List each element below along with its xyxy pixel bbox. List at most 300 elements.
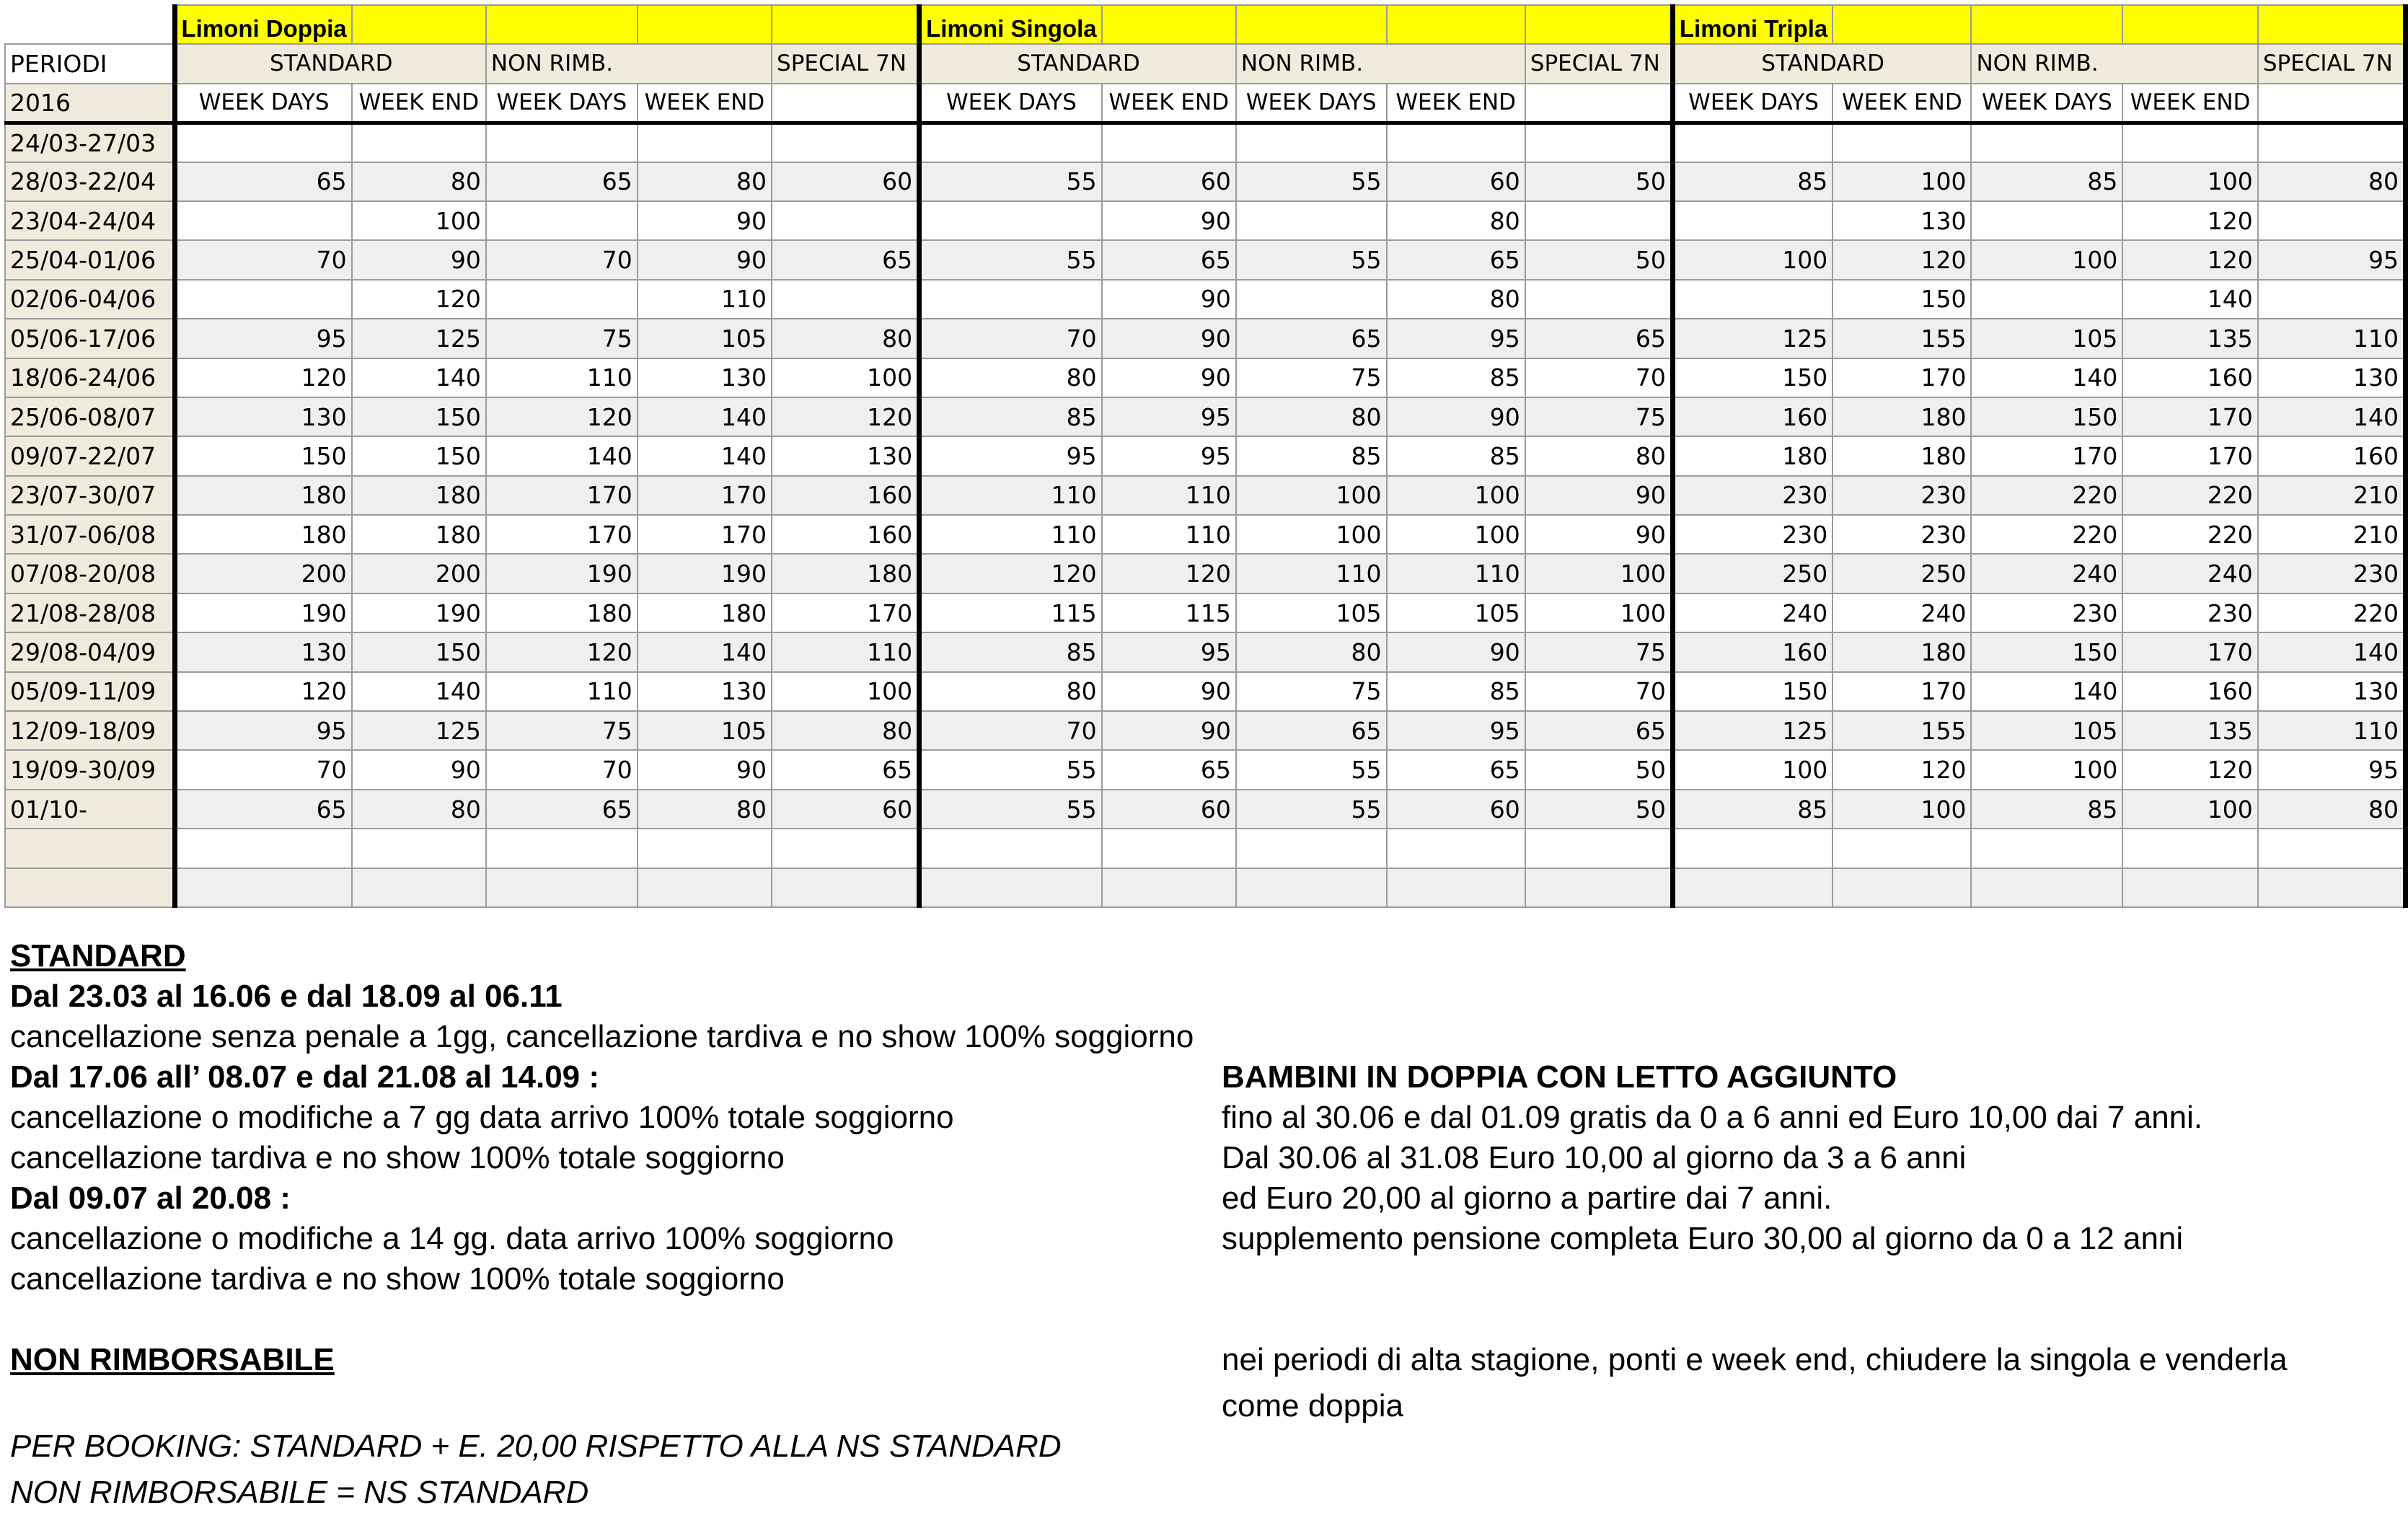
children-title: BAMBINI IN DOPPIA CON LETTO AGGIUNTO [1222, 1059, 1897, 1095]
rate-cell: 220 [2122, 515, 2257, 554]
rate-cell: 95 [1387, 711, 1525, 750]
rate-cell: 120 [486, 632, 638, 671]
rate-cell: 100 [1387, 476, 1525, 515]
rate-cell: 70 [919, 319, 1102, 358]
period-cell: 19/09-30/09 [5, 750, 175, 789]
rate-cell: 85 [1387, 358, 1525, 397]
rate-cell: 190 [175, 593, 352, 632]
rate-cell [1525, 868, 1673, 907]
rate-cell: 120 [2122, 750, 2257, 789]
rate-cell: 100 [2122, 790, 2257, 829]
rate-cell: 240 [2122, 554, 2257, 593]
rate-cell [1525, 123, 1673, 162]
rate-cell: 150 [175, 436, 352, 475]
rate-cell: 140 [486, 436, 638, 475]
rate-cell: 155 [1833, 711, 1971, 750]
rate-cell [486, 123, 638, 162]
day-type-weekend: WEEK END [1102, 84, 1236, 123]
rate-cell: 110 [2258, 319, 2406, 358]
rate-cell [1971, 829, 2122, 868]
rate-cell: 230 [2258, 554, 2406, 593]
rate-cell: 110 [1102, 515, 1236, 554]
day-type-weekend: WEEK END [1833, 84, 1971, 123]
rate-cell: 120 [1833, 240, 1971, 279]
rate-cell: 65 [1387, 240, 1525, 279]
day-type-weekdays: WEEK DAYS [1971, 84, 2122, 123]
rate-cell: 55 [919, 240, 1102, 279]
rate-cell: 230 [1833, 476, 1971, 515]
rate-cell: 50 [1525, 240, 1673, 279]
rate-cell: 55 [1236, 162, 1387, 201]
rate-cell: 180 [486, 593, 638, 632]
rate-cell: 220 [2258, 593, 2406, 632]
rate-cell [175, 123, 352, 162]
rate-cell [1102, 868, 1236, 907]
rate-cell: 160 [2122, 672, 2257, 711]
rate-cell: 150 [1971, 397, 2122, 436]
rate-cell: 105 [638, 711, 772, 750]
rate-cell: 90 [1387, 632, 1525, 671]
rate-cell [919, 868, 1102, 907]
rate-cell: 130 [2258, 672, 2406, 711]
table-row [5, 476, 2406, 515]
standard-period-1-text: cancellazione senza penale a 1gg, cancellazione tardiva e no show 100% soggiorno [10, 1019, 1194, 1054]
rate-cell: 140 [2258, 632, 2406, 671]
rate-cell: 55 [919, 162, 1102, 201]
rate-cell: 130 [772, 436, 919, 475]
rate-cell: 65 [175, 162, 352, 201]
rate-cell [1971, 280, 2122, 319]
rate-cell: 85 [1236, 436, 1387, 475]
rate-cell: 150 [1833, 280, 1971, 319]
periods-header: PERIODI [5, 44, 175, 83]
rate-type-standard: STANDARD [175, 44, 486, 83]
rate-cell: 85 [919, 632, 1102, 671]
table-row [5, 632, 2406, 671]
rate-cell [772, 123, 919, 162]
table-row [5, 672, 2406, 711]
booking-line-1: PER BOOKING: STANDARD + E. 20,00 RISPETTO ALLA NS STANDARD [10, 1429, 1062, 1464]
rate-cell: 80 [2258, 162, 2406, 201]
rate-cell: 80 [1236, 632, 1387, 671]
rate-cell: 180 [175, 476, 352, 515]
notes-right [1222, 1057, 2287, 1426]
rate-cell: 75 [1236, 672, 1387, 711]
table-row [5, 436, 2406, 475]
rate-cell: 65 [1387, 750, 1525, 789]
rate-cell: 160 [1672, 397, 1833, 436]
day-type-weekend: WEEK END [2122, 84, 2257, 123]
rate-cell: 90 [1102, 319, 1236, 358]
table-row [5, 515, 2406, 554]
rate-cell: 105 [1971, 711, 2122, 750]
period-cell: 28/03-22/04 [5, 162, 175, 201]
rate-cell: 170 [638, 476, 772, 515]
rate-cell: 170 [2122, 632, 2257, 671]
day-type-weekdays: WEEK DAYS [919, 84, 1102, 123]
rate-cell: 150 [352, 397, 486, 436]
rate-cell: 95 [175, 711, 352, 750]
rate-cell [638, 829, 772, 868]
rate-cell: 110 [638, 280, 772, 319]
rate-cell: 160 [772, 476, 919, 515]
period-cell: 21/08-28/08 [5, 593, 175, 632]
rate-cell [2258, 829, 2406, 868]
rate-cell: 120 [1833, 750, 1971, 789]
rate-cell: 180 [1833, 397, 1971, 436]
rate-cell: 160 [1672, 632, 1833, 671]
rate-cell: 180 [772, 554, 919, 593]
rate-cell: 65 [1236, 319, 1387, 358]
rate-cell: 85 [1672, 790, 1833, 829]
standard-period-3-title: Dal 09.07 al 20.08 : [10, 1180, 291, 1216]
rate-cell [1102, 123, 1236, 162]
rate-cell: 60 [1102, 162, 1236, 201]
rate-cell [1672, 868, 1833, 907]
rate-cell: 70 [175, 750, 352, 789]
rate-cell: 65 [1102, 750, 1236, 789]
rate-type-nonrimb: NON RIMB. [486, 44, 772, 83]
rate-cell [352, 123, 486, 162]
single-note-line-1: nei periodi di alta stagione, ponti e week end, chiudere la singola e venderla [1222, 1342, 2288, 1377]
rate-cell: 200 [352, 554, 486, 593]
rate-cell: 90 [352, 240, 486, 279]
rate-cell: 80 [352, 162, 486, 201]
standard-period-3-text-2: cancellazione tardiva e no show 100% totale soggiorno [10, 1261, 785, 1297]
rate-cell: 95 [2258, 750, 2406, 789]
rate-cell: 170 [2122, 397, 2257, 436]
rate-cell: 90 [1525, 515, 1673, 554]
rate-cell [1236, 123, 1387, 162]
rate-cell: 100 [1672, 240, 1833, 279]
rate-cell: 65 [1525, 711, 1673, 750]
rate-cell: 120 [1102, 554, 1236, 593]
table-row [5, 829, 2406, 868]
rate-cell: 120 [486, 397, 638, 436]
rate-cell: 240 [1833, 593, 1971, 632]
rate-cell: 100 [1236, 476, 1387, 515]
rate-cell: 160 [772, 515, 919, 554]
period-cell: 31/07-06/08 [5, 515, 175, 554]
rate-cell: 85 [1971, 162, 2122, 201]
table-row [5, 397, 2406, 436]
corner-cell [5, 5, 175, 44]
children-line-2: Dal 30.06 al 31.08 Euro 10,00 al giorno da 3 a 6 anni [1222, 1140, 1967, 1175]
rate-type-nonrimb: NON RIMB. [1971, 44, 2257, 83]
period-cell: 23/07-30/07 [5, 476, 175, 515]
rate-cell: 150 [352, 436, 486, 475]
rate-cell: 230 [1672, 515, 1833, 554]
rate-cell: 95 [919, 436, 1102, 475]
rate-cell: 110 [2258, 711, 2406, 750]
rate-cell: 180 [175, 515, 352, 554]
rate-cell: 90 [638, 240, 772, 279]
rate-cell [486, 829, 638, 868]
rate-cell: 65 [486, 790, 638, 829]
rate-cell: 85 [1971, 790, 2122, 829]
rate-cell: 130 [638, 672, 772, 711]
period-cell: 05/09-11/09 [5, 672, 175, 711]
rate-cell: 140 [1971, 672, 2122, 711]
rate-cell: 155 [1833, 319, 1971, 358]
rate-cell: 55 [1236, 790, 1387, 829]
rate-cell [772, 868, 919, 907]
rate-cell: 100 [1387, 515, 1525, 554]
table-row [5, 319, 2406, 358]
rate-cell [919, 829, 1102, 868]
rate-cell: 230 [1971, 593, 2122, 632]
rate-cell: 100 [2122, 162, 2257, 201]
rate-cell [1971, 868, 2122, 907]
rate-type-special: SPECIAL 7N [2258, 44, 2406, 83]
year-label: 2016 [5, 84, 175, 123]
rate-cell: 130 [1833, 201, 1971, 240]
rate-cell: 170 [1971, 436, 2122, 475]
rate-cell [352, 868, 486, 907]
rate-cell: 210 [2258, 515, 2406, 554]
rate-cell: 110 [486, 672, 638, 711]
rate-cell: 90 [1102, 672, 1236, 711]
period-cell [5, 868, 175, 907]
rate-cell: 75 [1525, 397, 1673, 436]
rate-cell [2122, 829, 2257, 868]
table-row [5, 240, 2406, 279]
rate-cell: 110 [919, 476, 1102, 515]
rate-type-standard: STANDARD [1672, 44, 1971, 83]
rate-cell: 70 [919, 711, 1102, 750]
rate-cell: 180 [638, 593, 772, 632]
day-type-weekdays: WEEK DAYS [486, 84, 638, 123]
rate-cell: 50 [1525, 162, 1673, 201]
rate-cell: 130 [638, 358, 772, 397]
rate-cell [772, 201, 919, 240]
table-row [5, 868, 2406, 907]
rate-cell: 120 [352, 280, 486, 319]
rate-cell [772, 829, 919, 868]
rate-cell: 140 [2258, 397, 2406, 436]
rate-cell: 100 [1236, 515, 1387, 554]
rate-cell: 80 [772, 711, 919, 750]
rate-cell: 230 [1672, 476, 1833, 515]
rate-cell [175, 829, 352, 868]
rate-cell: 210 [2258, 476, 2406, 515]
table-row [5, 162, 2406, 201]
rate-cell: 170 [1833, 358, 1971, 397]
period-cell: 07/08-20/08 [5, 554, 175, 593]
rate-cell: 70 [486, 240, 638, 279]
rate-cell: 95 [2258, 240, 2406, 279]
rate-cell: 130 [175, 632, 352, 671]
rate-cell: 230 [1833, 515, 1971, 554]
rate-cell [919, 201, 1102, 240]
rate-cell: 110 [1102, 476, 1236, 515]
day-type-weekdays: WEEK DAYS [1236, 84, 1387, 123]
rate-table [4, 4, 2408, 908]
rate-cell: 95 [175, 319, 352, 358]
rate-cell: 80 [919, 672, 1102, 711]
rate-type-special: SPECIAL 7N [1525, 44, 1673, 83]
rate-cell: 105 [638, 319, 772, 358]
rate-cell: 140 [352, 672, 486, 711]
rate-cell [1387, 829, 1525, 868]
rate-cell [1236, 201, 1387, 240]
rate-cell: 170 [772, 593, 919, 632]
rate-cell: 115 [919, 593, 1102, 632]
rate-cell: 90 [1102, 358, 1236, 397]
table-row [5, 358, 2406, 397]
period-cell: 09/07-22/07 [5, 436, 175, 475]
rate-cell: 110 [1387, 554, 1525, 593]
rate-cell: 120 [919, 554, 1102, 593]
rate-cell: 230 [2122, 593, 2257, 632]
rate-type-nonrimb: NON RIMB. [1236, 44, 1525, 83]
rate-cell [2258, 201, 2406, 240]
rate-cell: 150 [1672, 358, 1833, 397]
rate-cell: 135 [2122, 319, 2257, 358]
rate-cell: 60 [1387, 162, 1525, 201]
rate-cell [1672, 829, 1833, 868]
rate-cell [1672, 201, 1833, 240]
rate-cell: 140 [638, 632, 772, 671]
rate-cell: 75 [486, 319, 638, 358]
rate-cell: 140 [638, 397, 772, 436]
rate-cell [352, 829, 486, 868]
rate-cell [486, 868, 638, 907]
period-cell: 25/06-08/07 [5, 397, 175, 436]
rate-cell: 60 [772, 790, 919, 829]
period-cell: 18/06-24/06 [5, 358, 175, 397]
period-cell: 24/03-27/03 [5, 123, 175, 162]
period-cell: 12/09-18/09 [5, 711, 175, 750]
rate-cell: 60 [772, 162, 919, 201]
rate-cell [1833, 123, 1971, 162]
rate-cell: 80 [1387, 201, 1525, 240]
rate-cell: 130 [175, 397, 352, 436]
rate-cell: 120 [2122, 240, 2257, 279]
rate-cell: 85 [1387, 436, 1525, 475]
rate-cell [1833, 829, 1971, 868]
rate-cell: 70 [486, 750, 638, 789]
rate-cell: 150 [352, 632, 486, 671]
rate-cell: 55 [919, 790, 1102, 829]
rate-cell: 90 [1102, 280, 1236, 319]
rate-cell: 190 [486, 554, 638, 593]
rate-cell: 80 [919, 358, 1102, 397]
rate-cell: 130 [2258, 358, 2406, 397]
rate-cell: 160 [2122, 358, 2257, 397]
period-cell: 01/10- [5, 790, 175, 829]
rate-cell [2122, 868, 2257, 907]
rate-cell: 250 [1672, 554, 1833, 593]
rate-cell: 240 [1672, 593, 1833, 632]
rate-cell: 70 [1525, 358, 1673, 397]
rate-cell [772, 280, 919, 319]
rate-cell: 120 [2122, 201, 2257, 240]
standard-period-2-title: Dal 17.06 all’ 08.07 e dal 21.08 al 14.09 : [10, 1059, 600, 1095]
rate-cell: 180 [1833, 436, 1971, 475]
period-cell [5, 829, 175, 868]
rate-cell: 70 [175, 240, 352, 279]
rate-cell: 80 [1525, 436, 1673, 475]
single-note-line-2: come doppia [1222, 1388, 1403, 1423]
rate-cell: 180 [1833, 632, 1971, 671]
rate-cell: 100 [772, 672, 919, 711]
group-header-doppia: Limoni Doppia [175, 5, 352, 44]
rate-cell: 100 [1525, 554, 1673, 593]
rate-cell: 150 [1971, 632, 2122, 671]
rate-cell [1387, 868, 1525, 907]
rate-cell: 85 [919, 397, 1102, 436]
rate-cell: 80 [638, 162, 772, 201]
rate-cell: 180 [352, 515, 486, 554]
standard-period-1-title: Dal 23.03 al 16.06 e dal 18.09 al 06.11 [10, 979, 563, 1014]
rate-cell: 75 [1236, 358, 1387, 397]
rate-cell [919, 280, 1102, 319]
period-cell: 02/06-04/06 [5, 280, 175, 319]
rate-cell: 120 [175, 672, 352, 711]
rate-cell: 80 [2258, 790, 2406, 829]
rate-cell [1525, 201, 1673, 240]
rate-cell [1236, 868, 1387, 907]
rate-cell: 100 [1971, 750, 2122, 789]
rate-cell: 90 [638, 201, 772, 240]
rate-cell: 100 [1672, 750, 1833, 789]
rate-cell: 180 [1672, 436, 1833, 475]
rate-cell: 115 [1102, 593, 1236, 632]
rate-cell: 95 [1102, 436, 1236, 475]
standard-period-3-text-1: cancellazione o modifiche a 14 gg. data arrivo 100% soggiorno [10, 1221, 894, 1256]
rate-cell [2258, 868, 2406, 907]
table-row [5, 280, 2406, 319]
rate-cell [175, 280, 352, 319]
rate-cell [1971, 201, 2122, 240]
rate-cell: 70 [1525, 672, 1673, 711]
rate-cell [638, 123, 772, 162]
period-cell: 05/06-17/06 [5, 319, 175, 358]
notes-left [10, 936, 1194, 1513]
rate-cell: 220 [2122, 476, 2257, 515]
rate-cell: 100 [1971, 240, 2122, 279]
rate-cell: 180 [352, 476, 486, 515]
rate-cell [919, 123, 1102, 162]
rate-cell: 160 [2258, 436, 2406, 475]
rate-cell [1833, 868, 1971, 907]
rate-cell: 135 [2122, 711, 2257, 750]
rate-cell [486, 280, 638, 319]
rate-cell: 50 [1525, 790, 1673, 829]
rate-cell [1102, 829, 1236, 868]
rate-cell: 105 [1236, 593, 1387, 632]
rate-cell: 170 [2122, 436, 2257, 475]
rate-cell: 125 [352, 319, 486, 358]
booking-line-2: NON RIMBORSABILE = NS STANDARD [10, 1475, 589, 1510]
table-row [5, 123, 2406, 162]
table-row [5, 201, 2406, 240]
rate-cell: 80 [1236, 397, 1387, 436]
rate-cell: 90 [638, 750, 772, 789]
rate-cell: 90 [1525, 476, 1673, 515]
rate-cell: 220 [1971, 476, 2122, 515]
rate-cell: 65 [772, 240, 919, 279]
rate-cell: 110 [1236, 554, 1387, 593]
rate-cell: 190 [352, 593, 486, 632]
rate-cell: 90 [1102, 201, 1236, 240]
rate-cell: 55 [919, 750, 1102, 789]
rate-cell: 85 [1672, 162, 1833, 201]
rate-type-special: SPECIAL 7N [772, 44, 919, 83]
rate-cell: 75 [1525, 632, 1673, 671]
nonrimb-title: NON RIMBORSABILE [10, 1342, 335, 1377]
